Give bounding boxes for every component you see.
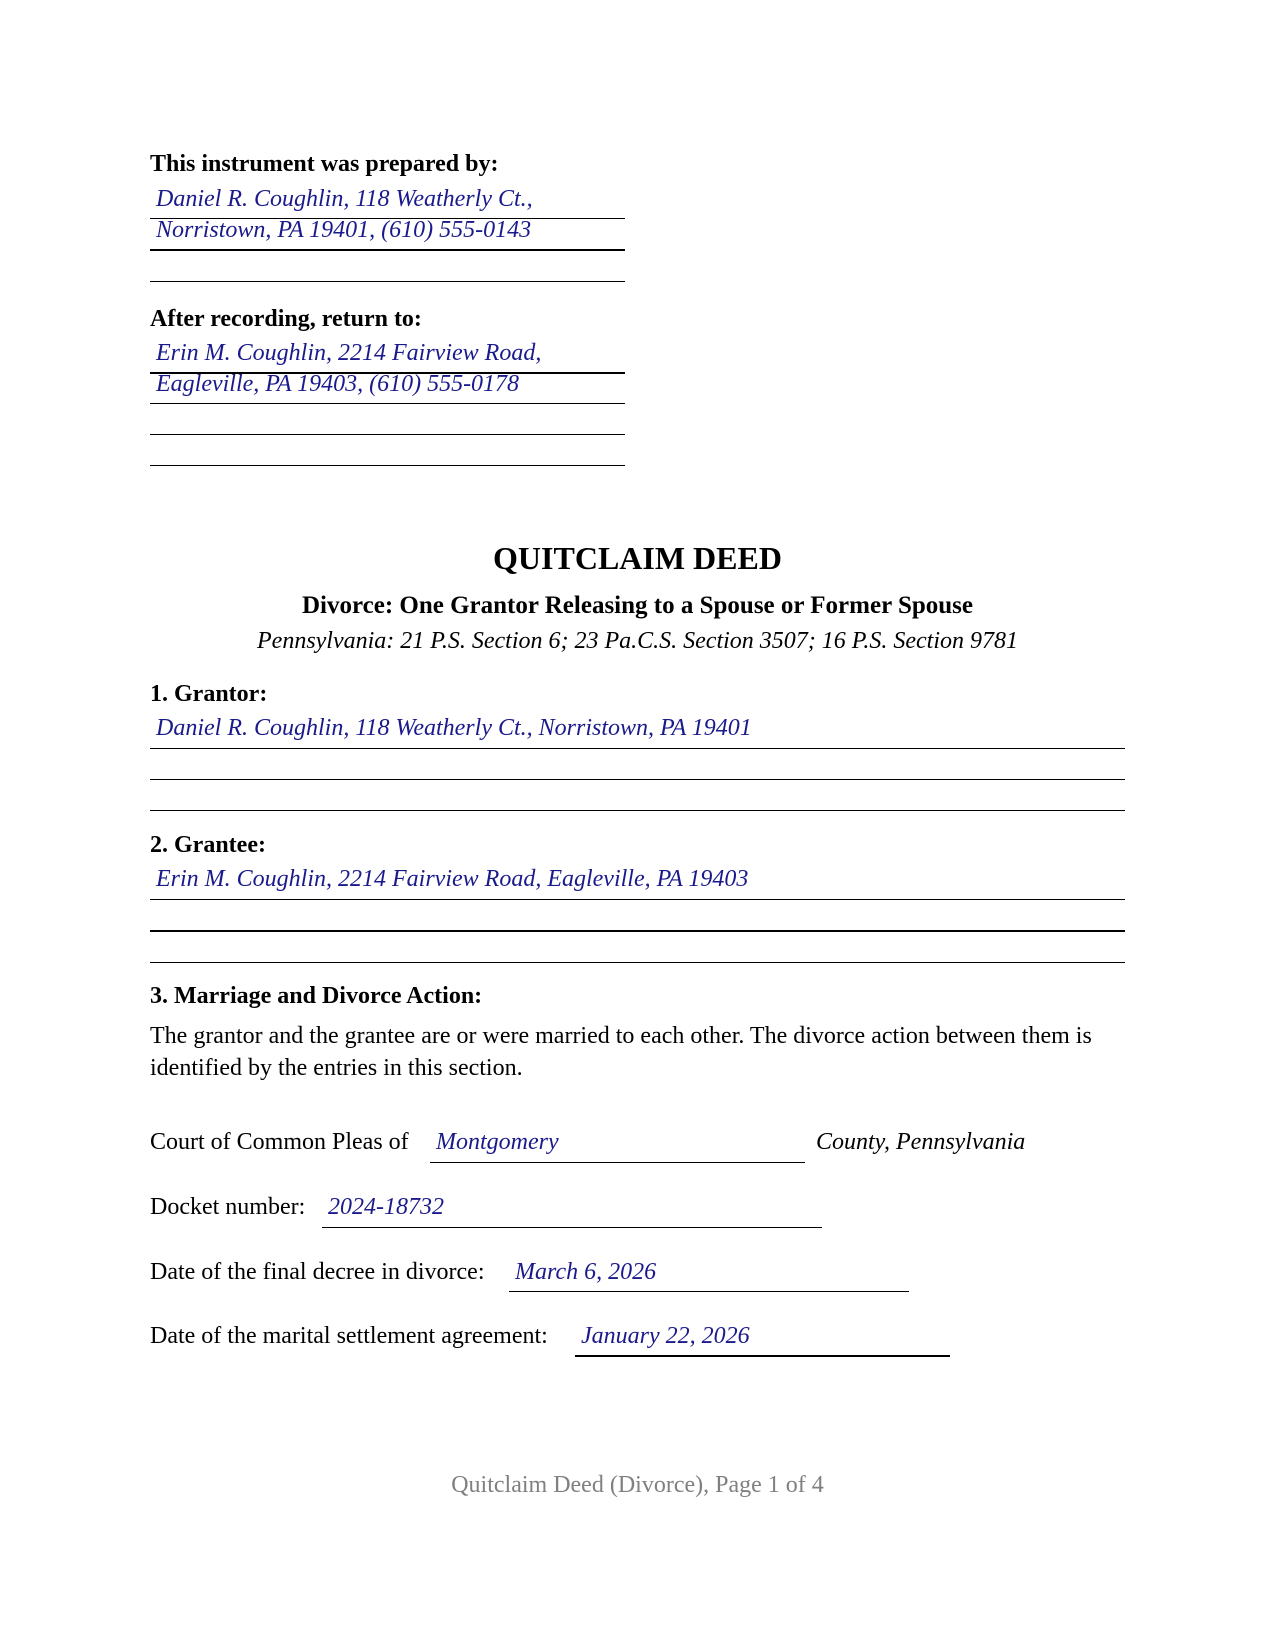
grantee-label: 2. Grantee: [150, 832, 266, 858]
court-county-suffix: County, Pennsylvania [816, 1129, 1026, 1155]
prepared-by-rule-2 [150, 249, 625, 251]
prepared-by-line2[interactable]: Norristown, PA 19401, (610) 555-0143 [156, 217, 532, 243]
grantor-rule-2 [150, 779, 1125, 780]
marriage-paragraph: The grantor and the grantee are or were married to each other. The divorce action between them is identified by the entries in this section. [150, 1023, 1092, 1081]
marriage-section-label: 3. Marriage and Divorce Action: [150, 983, 483, 1009]
decree-date-label: Date of the final decree in divorce: [150, 1259, 485, 1285]
docket-number-field[interactable]: 2024-18732 [328, 1194, 444, 1220]
page-footer: Quitclaim Deed (Divorce), Page 1 of 4 [451, 1472, 824, 1498]
msa-date-rule [575, 1355, 950, 1357]
return-to-rule-4 [150, 465, 625, 466]
grantor-label: 1. Grantor: [150, 681, 268, 707]
prepared-by-line1[interactable]: Daniel R. Coughlin, 118 Weatherly Ct., [156, 186, 533, 212]
document-subtitle: Divorce: One Grantor Releasing to a Spouse or Former Spouse [301, 592, 974, 619]
msa-date-field[interactable]: January 22, 2026 [581, 1323, 750, 1349]
grantee-rule-3 [150, 962, 1125, 963]
grantee-field[interactable]: Erin M. Coughlin, 2214 Fairview Road, Eagleville, PA 19403 [156, 866, 749, 892]
prepared-by-label: This instrument was prepared by: [150, 151, 499, 177]
decree-date-rule [509, 1291, 909, 1292]
prepared-by-rule-3 [150, 281, 625, 282]
return-to-line1[interactable]: Erin M. Coughlin, 2214 Fairview Road, [156, 340, 542, 366]
statute-citation: Pennsylvania: 21 P.S. Section 6; 23 Pa.C.S. Section 3507; 16 P.S. Section 9781 [257, 628, 1018, 654]
return-to-line2[interactable]: Eagleville, PA 19403, (610) 555-0178 [156, 371, 520, 397]
grantee-rule-1 [150, 899, 1125, 900]
docket-label: Docket number: [150, 1194, 306, 1220]
grantor-field[interactable]: Daniel R. Coughlin, 118 Weatherly Ct., Norristown, PA 19401 [156, 715, 752, 741]
document-title: QUITCLAIM DEED [493, 540, 782, 576]
decree-date-field[interactable]: March 6, 2026 [515, 1259, 657, 1285]
docket-number-rule [322, 1227, 822, 1228]
return-to-rule-3 [150, 434, 625, 435]
grantor-rule-3 [150, 810, 1125, 811]
return-to-rule-2 [150, 403, 625, 404]
court-county-rule [430, 1162, 805, 1163]
court-label: Court of Common Pleas of [150, 1129, 409, 1155]
court-county-field[interactable]: Montgomery [436, 1129, 559, 1155]
msa-date-label: Date of the marital settlement agreement: [150, 1323, 548, 1349]
grantor-rule-1 [150, 748, 1125, 749]
grantee-rule-2 [150, 930, 1125, 932]
return-to-label: After recording, return to: [150, 306, 422, 332]
